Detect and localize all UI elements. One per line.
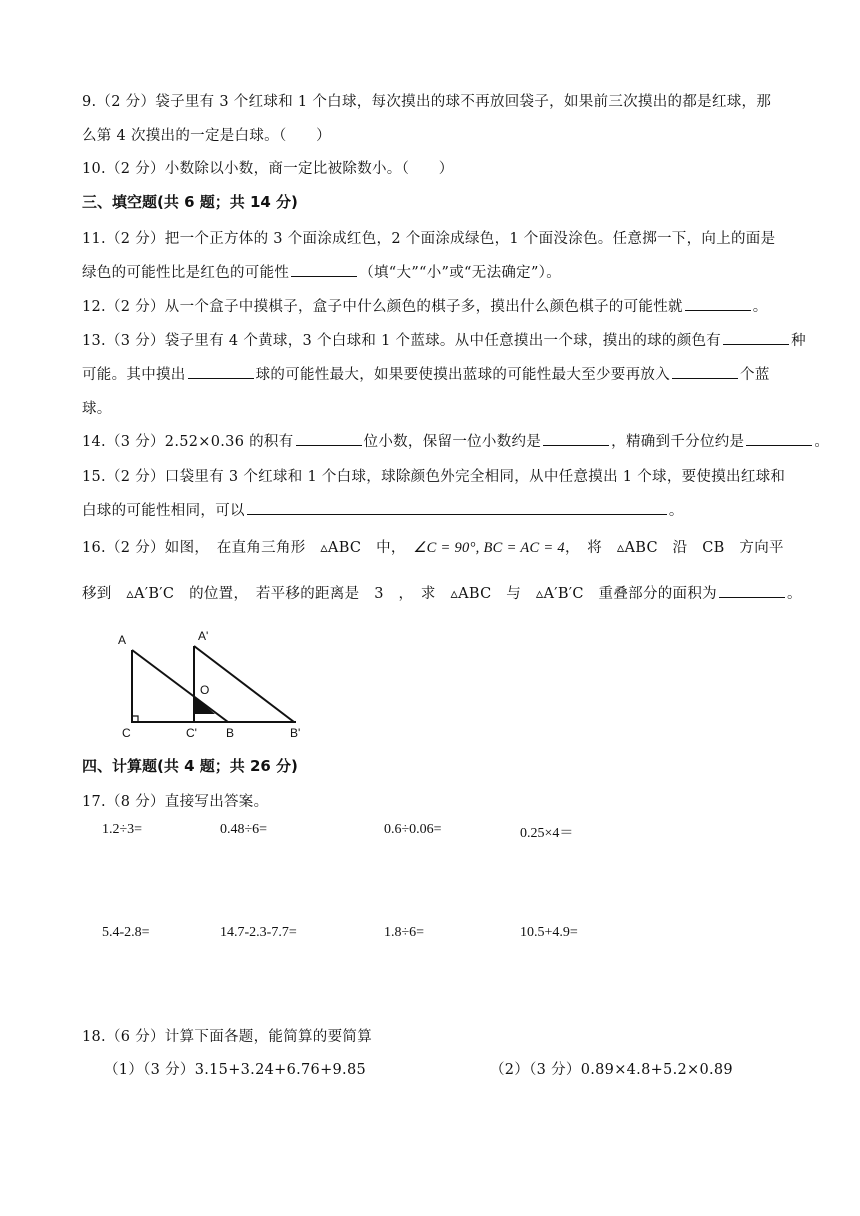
q13-line3: 球。 xyxy=(82,401,112,417)
q13-line2-text-c: 个蓝 xyxy=(740,367,770,383)
q15-line2 xyxy=(82,499,684,520)
q13-line2-text-b: 球的可能性最大，如果要使摸出蓝球的可能性最大至少要再放入 xyxy=(255,367,671,383)
label-C-prime: C' xyxy=(186,726,197,740)
label-A: A xyxy=(118,633,127,647)
q16-line2 xyxy=(82,582,802,603)
q14-line xyxy=(82,430,829,451)
q16-math-condition: ∠C = 90°, BC = AC = 4 xyxy=(413,540,565,556)
q17-item-4: 0.25×4＝ xyxy=(520,826,574,841)
q9-line1: 9.（2 分）袋子里有 3 个红球和 1 个白球，每次摸出的球不再放回袋子，如果前三次摸出的都是红球，那 xyxy=(82,94,772,110)
q11-line2 xyxy=(82,261,561,282)
q14-answer-blank-1[interactable] xyxy=(296,431,362,446)
q18-part-2: （2）（3 分）0.89×4.8+5.2×0.89 xyxy=(490,1062,733,1078)
q11-line1: 11.（2 分）把一个正方体的 3 个面涂成红色，2 个面涂成绿色，1 个面没涂色。任意掷一下，向上的面是 xyxy=(82,231,776,247)
q15-line1: 15.（2 分）口袋里有 3 个红球和 1 个白球，球除颜色外完全相同，从中任意摸出 1 个球，要使摸出红球和 xyxy=(82,469,786,485)
q11-answer-blank[interactable] xyxy=(291,262,357,277)
q9-line2: 么第 4 次摸出的一定是白球。（ ） xyxy=(82,128,331,144)
q14-text-b: 位小数，保留一位小数约是 xyxy=(363,434,542,450)
label-O: O xyxy=(200,683,210,697)
label-B: B xyxy=(226,726,235,740)
q17-item-5: 5.4-2.8= xyxy=(102,925,150,940)
q17-item-6: 14.7-2.3-7.7= xyxy=(220,925,297,940)
q14-answer-blank-2[interactable] xyxy=(543,431,609,446)
q16-answer-blank[interactable] xyxy=(719,583,785,598)
label-C: C xyxy=(122,726,131,740)
label-A-prime: A' xyxy=(198,629,209,643)
q17-title: 17.（8 分）直接写出答案。 xyxy=(82,794,269,810)
q15-line2-text-b: 。 xyxy=(668,503,684,519)
section-4-heading: 四、计算题(共 4 题；共 26 分) xyxy=(82,757,298,775)
q14-answer-blank-3[interactable] xyxy=(746,431,812,446)
q13-line1-text-b: 种 xyxy=(791,333,806,349)
q17-item-3: 0.6÷0.06= xyxy=(384,822,442,837)
label-B-prime: B' xyxy=(290,726,301,740)
q18-title: 18.（6 分）计算下面各题，能简算的要简算 xyxy=(82,1029,372,1045)
q13-answer-blank-2[interactable] xyxy=(188,364,254,379)
q18-part-1: （1）（3 分）3.15+3.24+6.76+9.85 xyxy=(104,1062,366,1078)
q17-item-1: 1.2÷3= xyxy=(102,822,143,837)
q16-line1 xyxy=(82,536,784,557)
q13-answer-blank-1[interactable] xyxy=(723,330,789,345)
q13-line1 xyxy=(82,329,806,350)
triangle-figure-svg xyxy=(110,626,330,740)
q11-line2-text-b: （填“大”“小”或“无法确定”）。 xyxy=(359,265,562,281)
q12-text-a: 12.（2 分）从一个盒子中摸棋子，盒子中什么颜色的棋子多，摸出什么颜色棋子的可能性就 xyxy=(82,299,683,315)
q13-answer-blank-3[interactable] xyxy=(672,364,738,379)
q13-line2 xyxy=(82,363,770,384)
triangle-figure xyxy=(110,626,330,744)
q15-answer-blank[interactable] xyxy=(247,500,667,515)
q15-line2-text-a: 白球的可能性相同，可以 xyxy=(82,503,245,519)
q12-text-b: 。 xyxy=(752,299,768,315)
q11-line2-text-a: 绿色的可能性比是红色的可能性 xyxy=(82,265,290,281)
q14-text-a: 14.（3 分）2.52×0.36 的积有 xyxy=(82,434,294,450)
q16-text-b: ， 将 ▵ABC 沿 CB 方向平 xyxy=(564,540,784,556)
q10-text: 10.（2 分）小数除以小数，商一定比被除数小。（ ） xyxy=(82,161,454,177)
q17-item-7: 1.8÷6= xyxy=(384,925,425,940)
q14-text-d: 。 xyxy=(814,434,830,450)
q12-answer-blank[interactable] xyxy=(685,296,751,311)
q13-line2-text-a: 可能。其中摸出 xyxy=(82,367,186,383)
section-3-heading: 三、填空题(共 6 题；共 14 分) xyxy=(82,193,298,211)
q17-item-2: 0.48÷6= xyxy=(220,822,268,837)
q12-line xyxy=(82,295,768,316)
q16-text-d: 。 xyxy=(786,586,802,602)
q14-text-c: ，精确到千分位约是 xyxy=(611,434,745,450)
q16-text-a: 16.（2 分）如图， 在直角三角形 ▵ABC 中， xyxy=(82,540,414,556)
q16-text-c: 移到 ▵A′B′C 的位置， 若平移的距离是 3 ， 求 ▵ABC 与 ▵A′B′C 重叠部分的面积为 xyxy=(82,586,717,602)
q17-item-8: 10.5+4.9= xyxy=(520,925,578,940)
q13-line1-text-a: 13.（3 分）袋子里有 4 个黄球，3 个白球和 1 个蓝球。从中任意摸出一个球，摸出的球的颜色有 xyxy=(82,333,722,349)
